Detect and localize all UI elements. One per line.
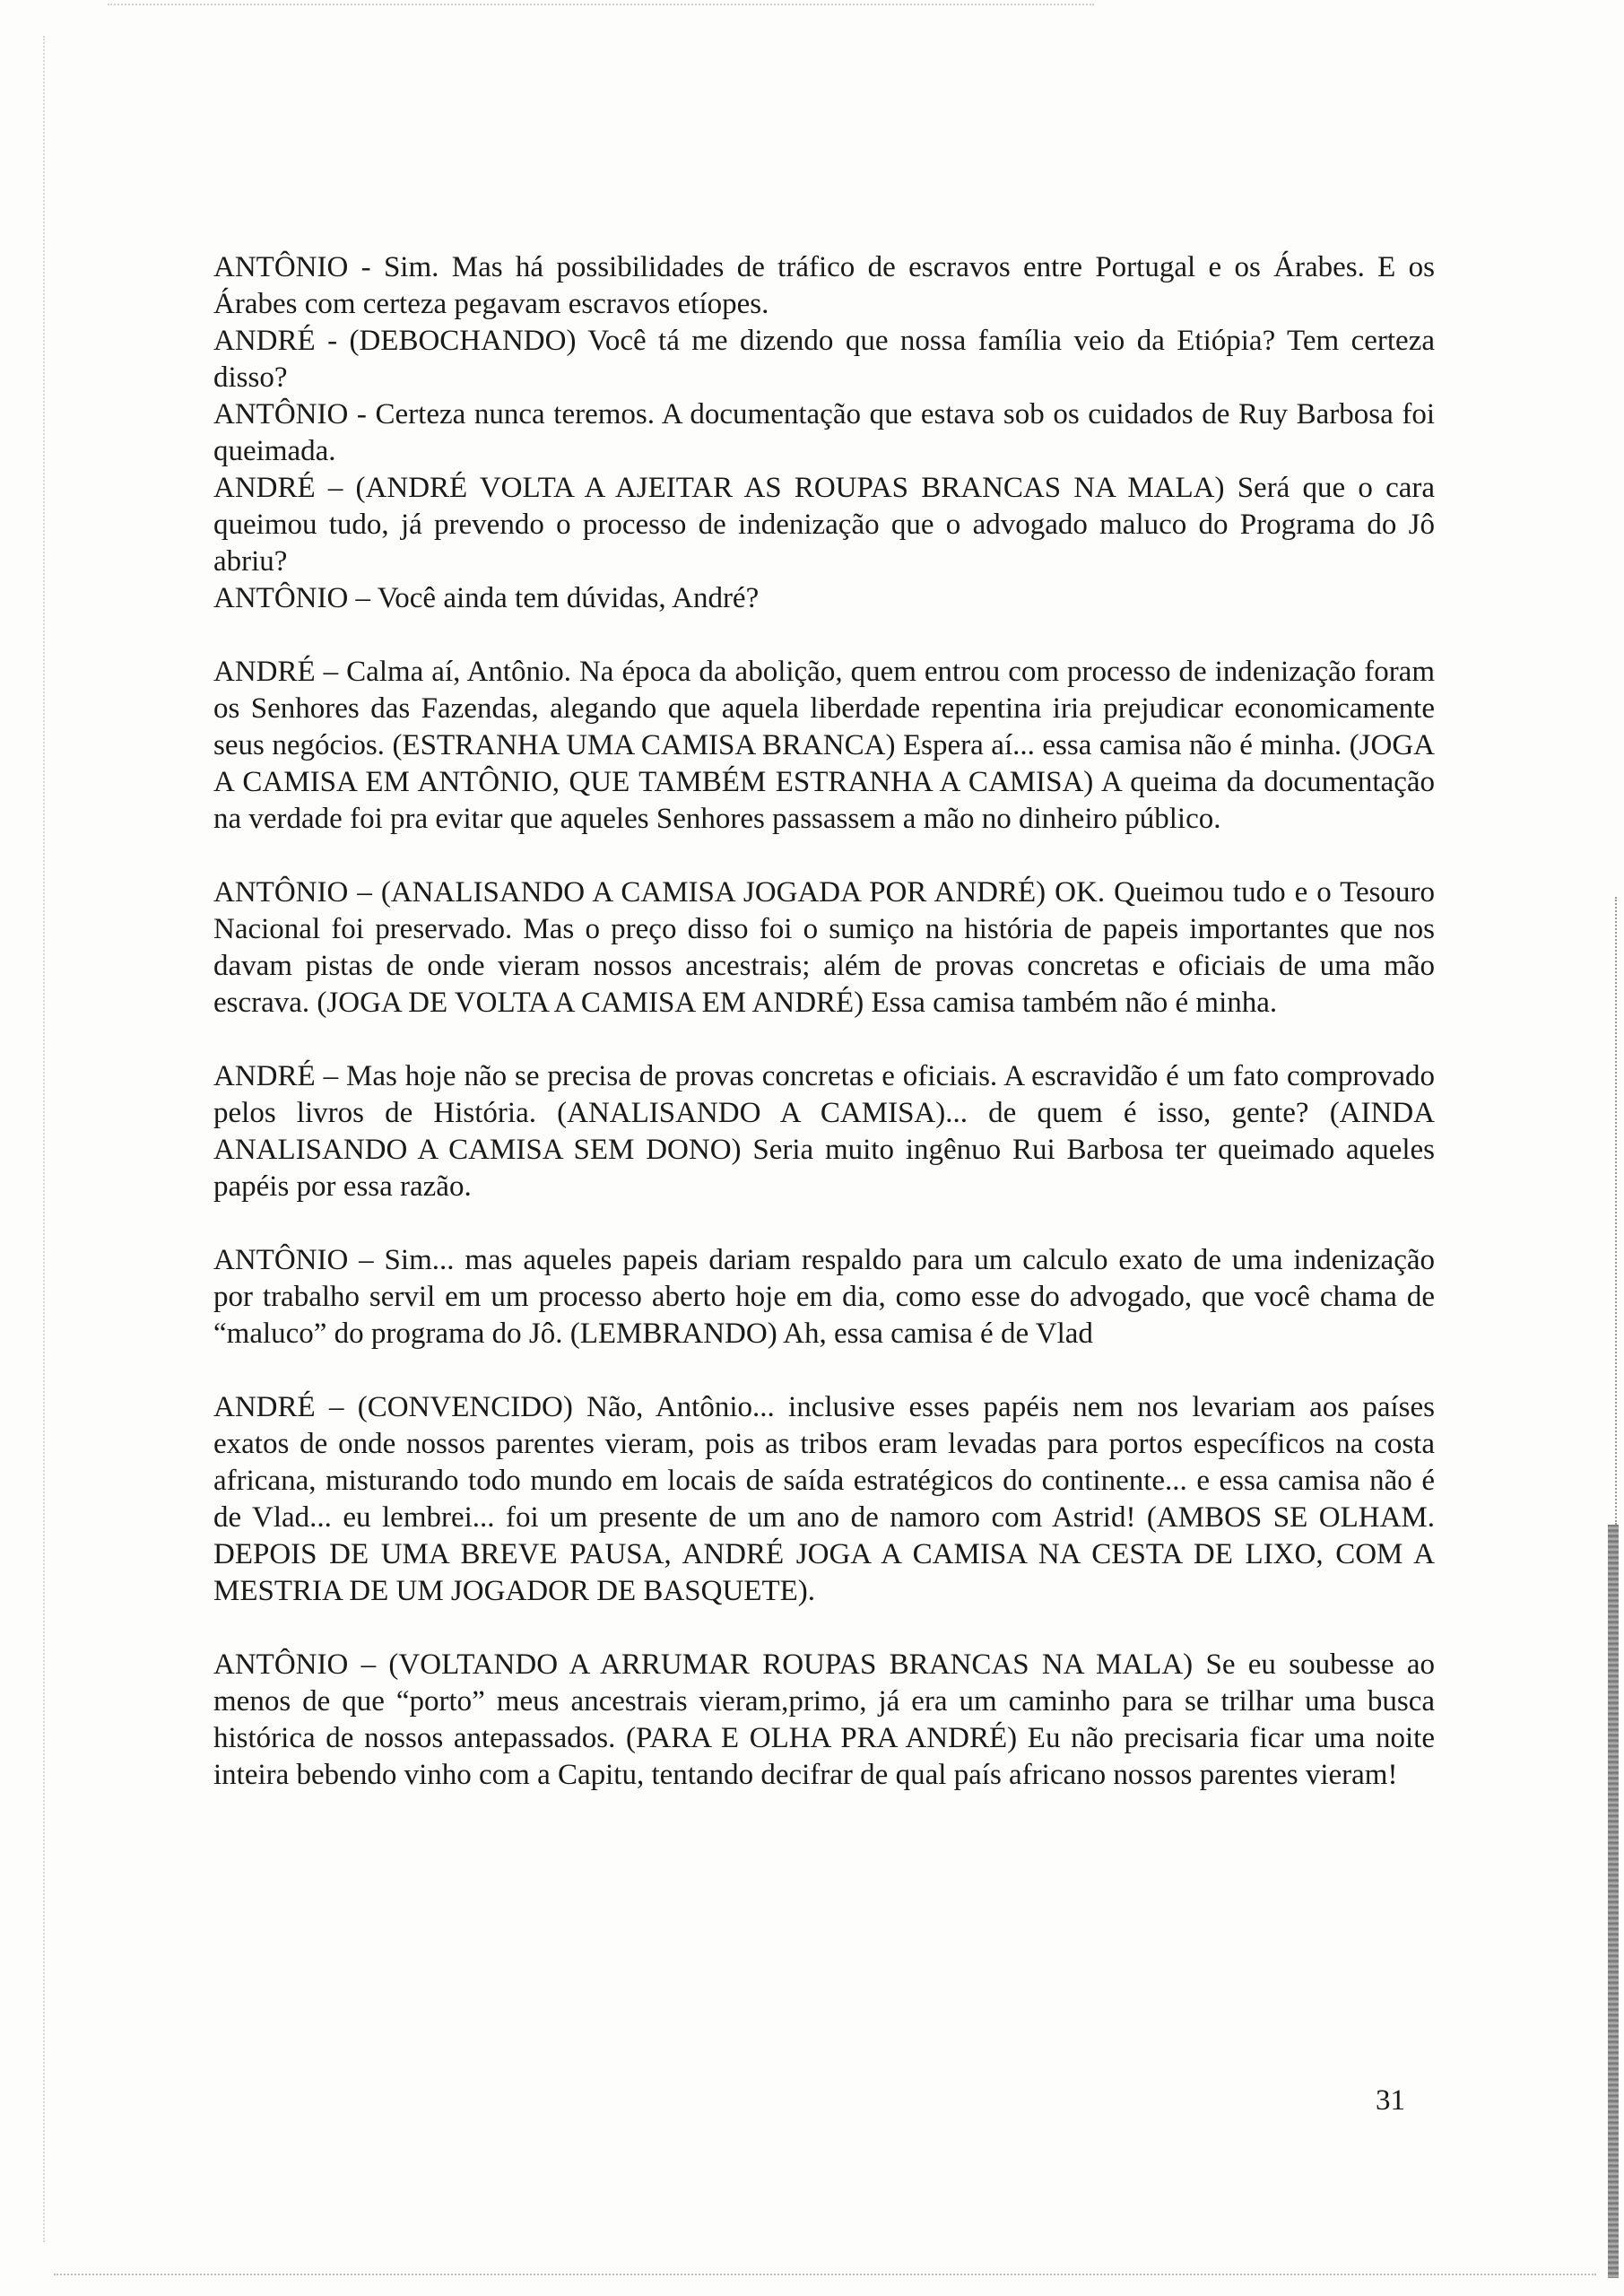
dialogue-paragraph: ANDRÉ – (CONVENCIDO) Não, Antônio... inclusive esses papéis nem nos levariam aos países exatos de onde nossos parentes vieram, pois as tribos eram levadas para portos específicos na costa africana, misturando todo mundo em locais de saída estratégicos do continente... e essa camisa não é de Vlad... eu lembrei... foi um presente de um ano de namoro com Astrid! (AMBOS SE OLHAM. DEPOIS DE UMA BREVE PAUSA, ANDRÉ JOGA A CAMISA NA CESTA DE LIXO, COM A MESTRIA DE UM JOGADOR DE BASQUETE). xyxy=(213,1391,1435,1607)
dialogue-paragraph: ANTÔNIO – (ANALISANDO A CAMISA JOGADA POR ANDRÉ) OK. Queimou tudo e o Tesouro Nacional foi preservado. Mas o preço disso foi o sumiço na história de papeis importantes que nos davam pistas de onde vieram nossos ancestrais; além de provas concretas e oficiais de uma mão escrava. (JOGA DE VOLTA A CAMISA EM ANDRÉ) Essa camisa também não é minha. xyxy=(213,876,1435,1019)
dialogue-paragraph: ANTÔNIO – Sim... mas aqueles papeis dariam respaldo para um calculo exato de uma indenização por trabalho servil em um processo aberto hoje em dia, como esse do advogado, que você chama de “maluco” do programa do Jô. (LEMBRANDO) Ah, essa camisa é de Vlad xyxy=(213,1244,1435,1350)
dialogue-paragraph: ANDRÉ – Mas hoje não se precisa de provas concretas e oficiais. A escravidão é um fato comprovado pelos livros de História. (ANALISANDO A CAMISA)... de quem é isso, gente? (AINDA ANALISANDO A CAMISA SEM DONO) Seria muito ingênuo Rui Barbosa ter queimado aqueles papéis por essa razão. xyxy=(213,1060,1435,1203)
dialogue-paragraph: ANDRÉ - (DEBOCHANDO) Você tá me dizendo que nossa família veio da Etiópia? Tem certeza disso? xyxy=(213,325,1435,394)
script-text xyxy=(213,249,1435,1794)
scan-artifact-right-thin xyxy=(1611,897,1617,1525)
page-number: 31 xyxy=(1376,2084,1405,2117)
scan-artifact-left xyxy=(16,36,45,2242)
scan-artifact-bottom xyxy=(54,2274,1596,2277)
dialogue-paragraph: ANTÔNIO - Sim. Mas há possibilidades de tráfico de escravos entre Portugal e os Árabes. E os Árabes com certeza pegavam escravos etíopes. xyxy=(213,251,1435,320)
dialogue-paragraph: ANTÔNIO - Certeza nunca teremos. A documentação que estava sob os cuidados de Ruy Barbosa foi queimada. xyxy=(213,398,1435,467)
scan-artifact-top xyxy=(108,4,1094,9)
dialogue-paragraph: ANTÔNIO – Você ainda tem dúvidas, André? xyxy=(213,582,760,614)
dialogue-paragraph: ANDRÉ – Calma aí, Antônio. Na época da abolição, quem entrou com processo de indenização foram os Senhores das Fazendas, alegando que aquela liberdade repentina iria prejudicar economicamente seus negócios. (ESTRANHA UMA CAMISA BRANCA) Espera aí... essa camisa não é minha. (JOGA A CAMISA EM ANTÔNIO, QUE TAMBÉM ESTRANHA A CAMISA) A queima da documentação na verdade foi pra evitar que aqueles Senhores passassem a mão no dinheiro público. xyxy=(213,656,1435,835)
dialogue-paragraph: ANTÔNIO – (VOLTANDO A ARRUMAR ROUPAS BRANCAS NA MALA) Se eu soubesse ao menos de que “porto” meus ancestrais vieram,primo, já era um caminho para se trilhar uma busca histórica de nossos antepassados. (PARA E OLHA PRA ANDRÉ) Eu não precisaria ficar uma noite inteira bebendo vinho com a Capitu, tentando decifrar de qual país africano nossos parentes vieram! xyxy=(213,1648,1435,1791)
scan-artifact-right xyxy=(1608,1525,1619,2278)
dialogue-paragraph: ANDRÉ – (ANDRÉ VOLTA A AJEITAR AS ROUPAS BRANCAS NA MALA) Será que o cara queimou tudo, já prevendo o processo de indenização que o advogado maluco do Programa do Jô abriu? xyxy=(213,472,1435,578)
